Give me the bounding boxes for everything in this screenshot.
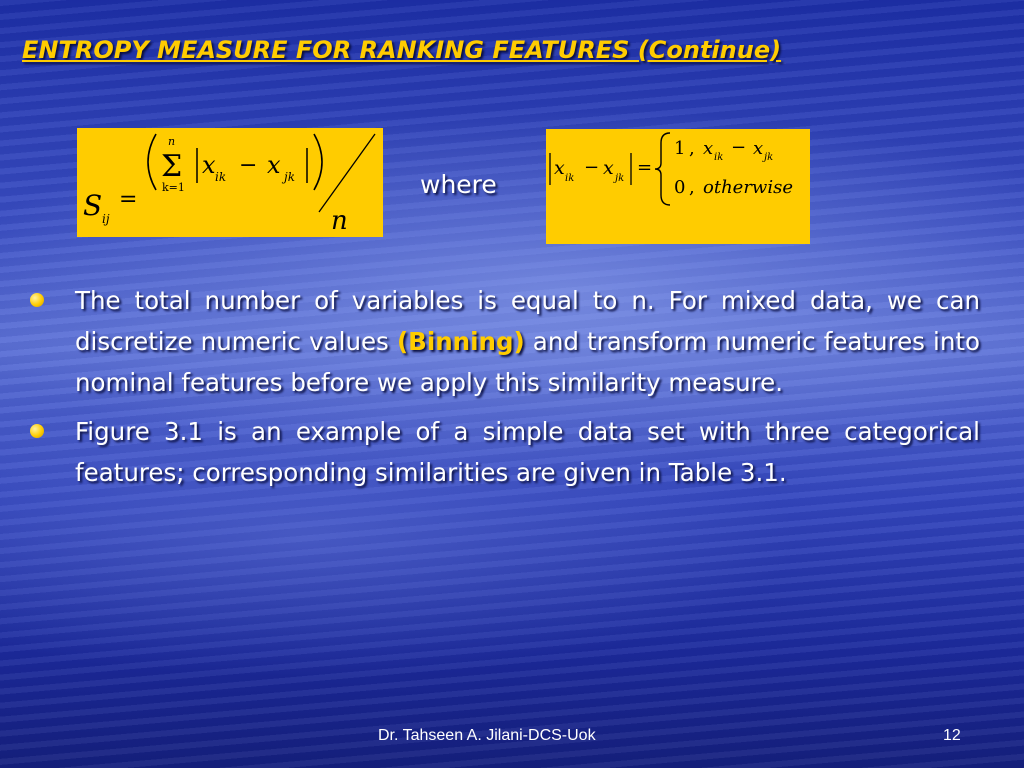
eq2-x2-sub: jk [615, 173, 625, 184]
eq1-lhs-sub: ij [102, 212, 110, 226]
eq1-x1-sub: ik [215, 170, 227, 184]
eq2-x1-sub: ik [565, 173, 575, 184]
eq1-minus: − [239, 153, 258, 178]
bullet-text: The total number of variables is equal to n. For mixed data, we can discretize numeric values [75, 286, 980, 356]
eq1-sum-lower: k=1 [162, 181, 185, 194]
eq2-case1-minus: − [731, 137, 747, 158]
eq2-case1-x1: x [703, 138, 714, 159]
eq2-case1-x2-sub: jk [764, 152, 774, 163]
bullet-list [30, 280, 980, 501]
bullet-text-continued: and transform numeric features into nominal features before we apply this similarity measure. [75, 327, 980, 397]
eq1-sum-upper: n [168, 135, 176, 148]
similarity-equation-box [77, 128, 383, 237]
eq2-equals: = [637, 157, 653, 178]
eq1-sum-sigma: Σ [161, 149, 183, 184]
eq2-case1-x2: x [753, 138, 764, 159]
eq1-lhs: S [83, 189, 103, 222]
bullet-text: Figure 3.1 is an example of a simple data set with three categorical features; corresponding similarities are given in Table 3.1. [75, 417, 980, 487]
eq1-x2: x [267, 151, 281, 179]
eq2-case1-value: 1 [674, 138, 686, 159]
binning-highlight: (Binning) [396, 327, 525, 356]
footer-author: Dr. Tahseen A. Jilani-DCS-Uok [378, 727, 596, 744]
where-label: where [420, 170, 497, 199]
slide-title: ENTROPY MEASURE FOR RANKING FEATURES (Continue) [22, 36, 782, 64]
difference-equation-box [546, 129, 810, 244]
eq1-right-paren [314, 134, 322, 190]
eq1-left-paren [148, 134, 156, 190]
bullet-item [30, 280, 980, 403]
eq2-case2-sep: , [689, 177, 695, 198]
eq2-brace [655, 133, 670, 205]
eq2-case2-cond: otherwise [703, 177, 793, 198]
page-number: 12 [943, 727, 961, 744]
eq1-fraction-slash [319, 134, 375, 212]
bullet-icon [30, 293, 44, 307]
eq1-divisor: n [331, 206, 348, 236]
bullet-icon [30, 424, 44, 438]
eq1-equals: = [119, 187, 138, 212]
bullet-item [30, 411, 980, 493]
eq2-case1-x1-sub: ik [714, 152, 724, 163]
eq2-case1-sep: , [689, 138, 695, 159]
eq2-x2: x [603, 157, 614, 179]
eq1-x1: x [202, 151, 216, 179]
eq2-minus: − [584, 157, 600, 178]
eq2-case2-value: 0 [674, 177, 686, 198]
eq2-x1: x [554, 157, 565, 179]
eq1-x2-sub: jk [284, 170, 295, 184]
